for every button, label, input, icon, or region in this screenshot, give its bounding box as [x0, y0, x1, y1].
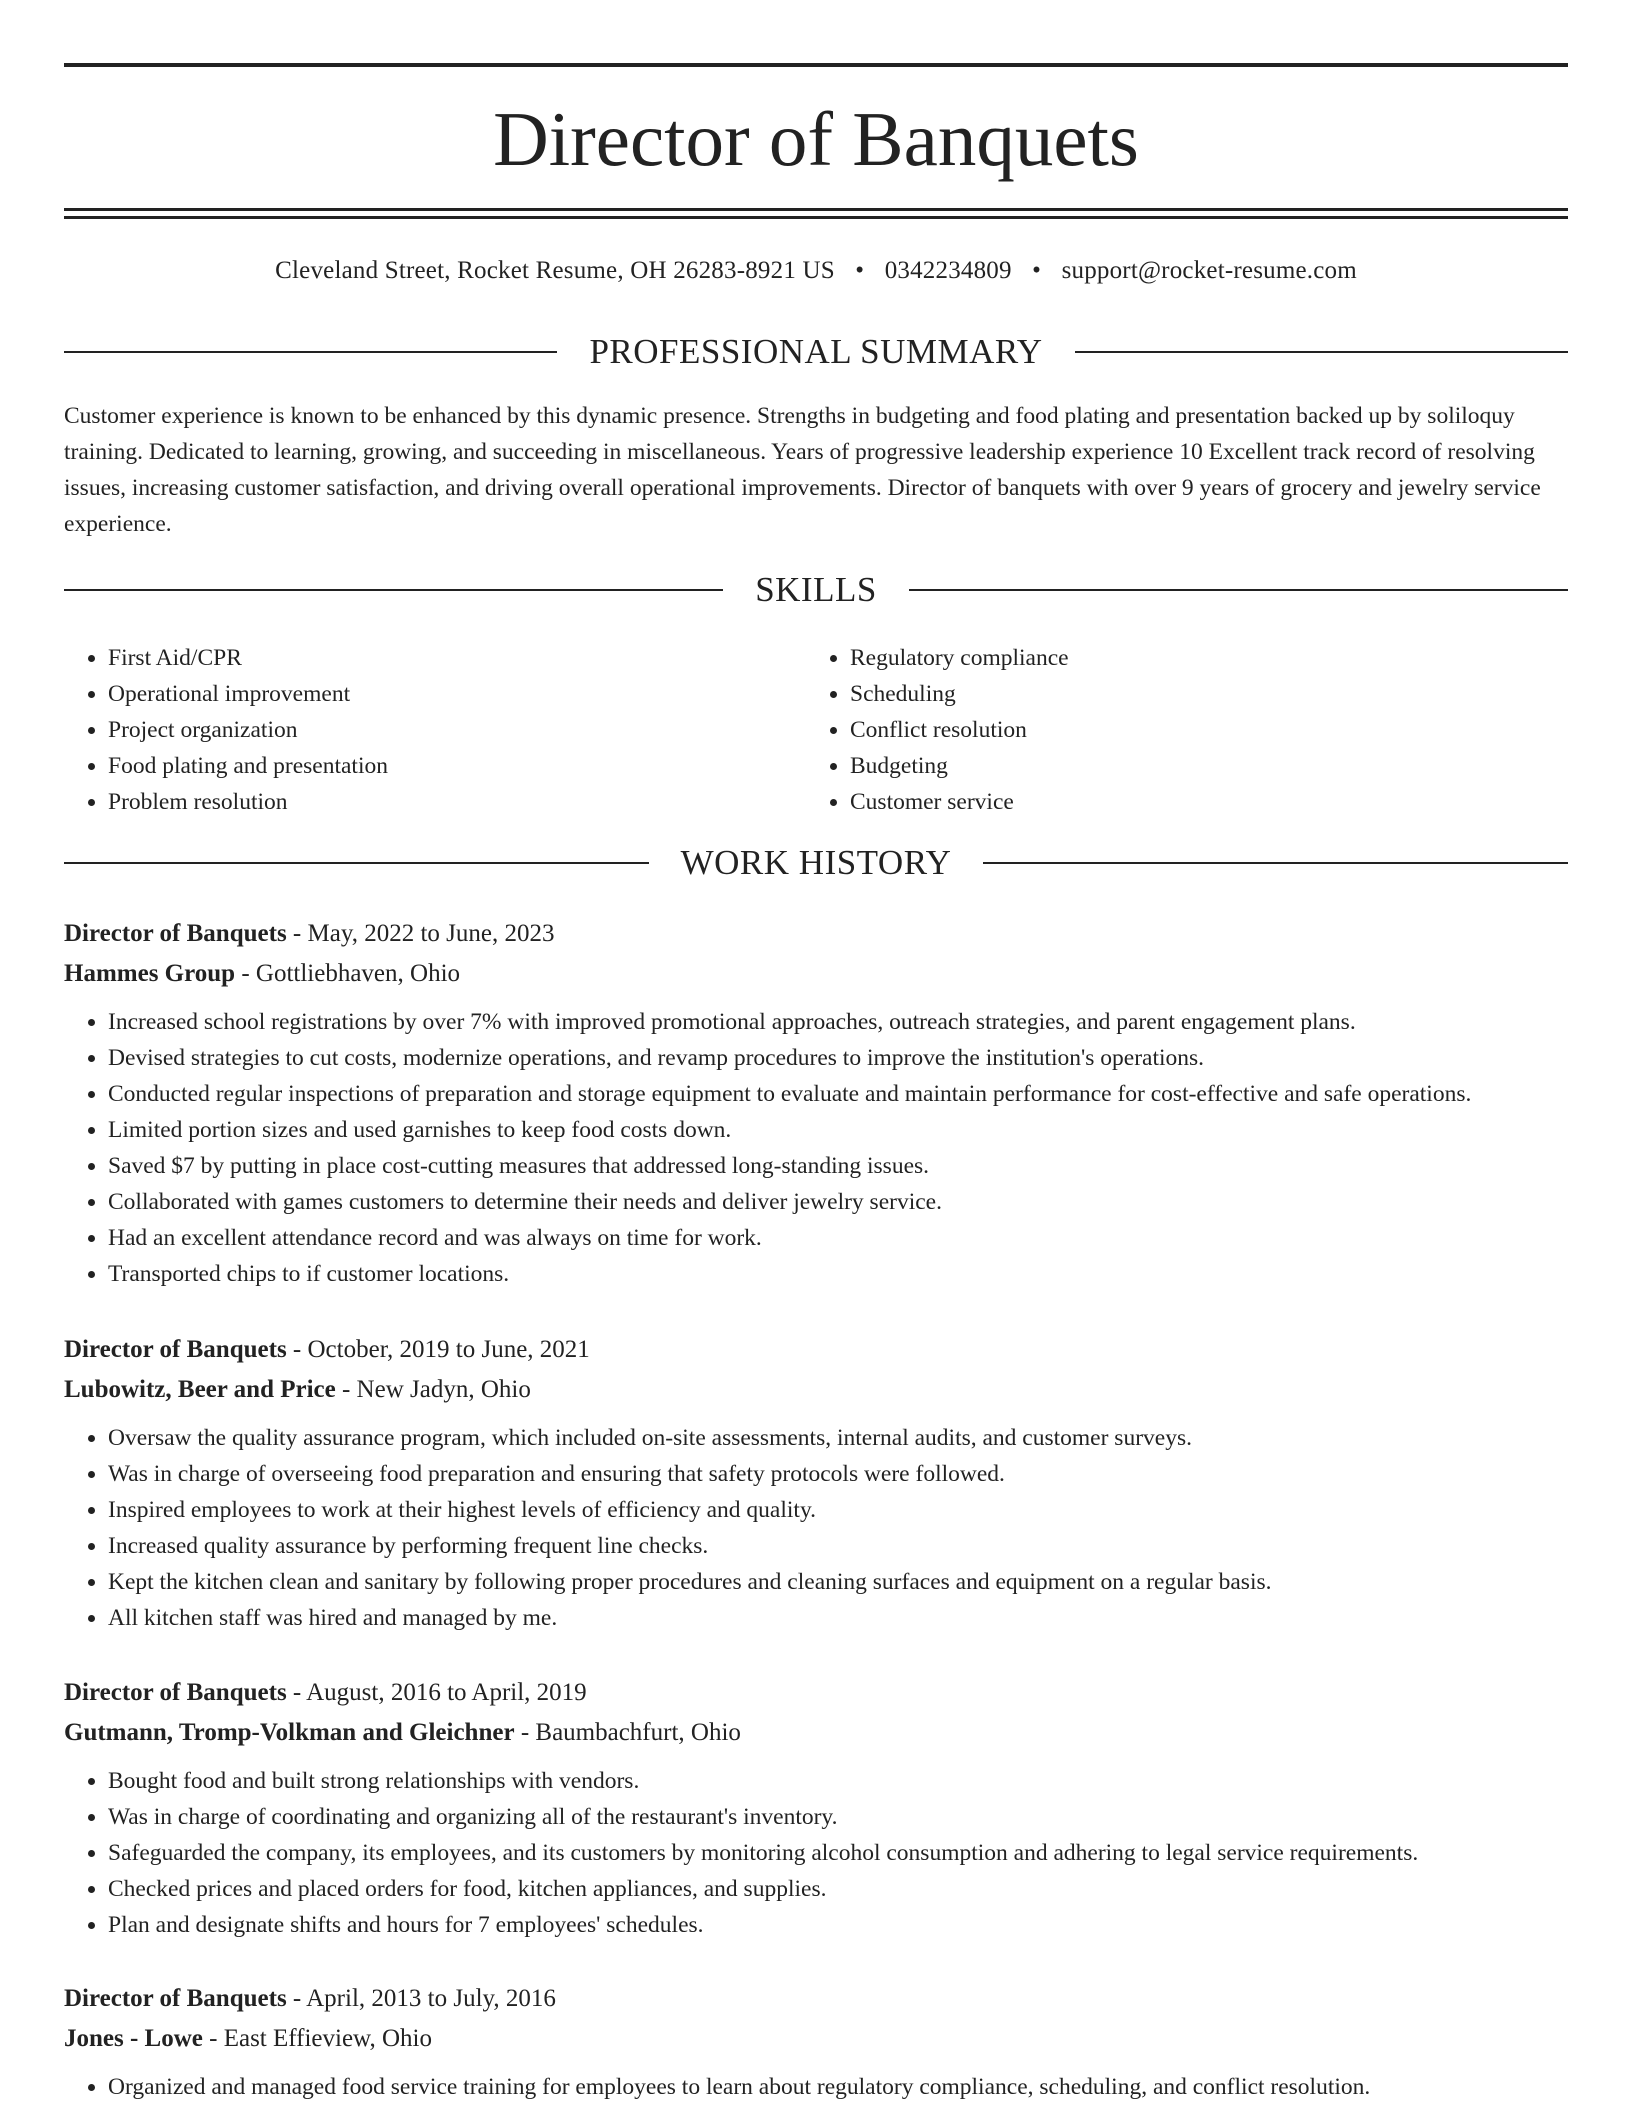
skill-item: • Budgeting — [850, 748, 1548, 784]
skill-item: • Scheduling — [850, 676, 1548, 712]
job-location: - New Jadyn, Ohio — [335, 1376, 531, 1403]
job-role: Director of Banquets — [64, 1985, 287, 2012]
job-company-line — [64, 1713, 1568, 1753]
job-company: Gutmann, Tromp-Volkman and Gleichner — [64, 1719, 515, 1746]
header-top-rule — [64, 63, 1568, 67]
job-entry — [64, 1673, 1568, 1943]
contact-line — [64, 254, 1568, 288]
job-entry — [64, 914, 1568, 1292]
section-rule-left — [64, 351, 557, 353]
job-company-line — [64, 954, 1568, 994]
skills-list — [64, 640, 1568, 820]
work-section-header — [64, 841, 1568, 885]
job-title-line — [64, 1330, 1568, 1370]
job-location: - Gottliebhaven, Ohio — [235, 960, 461, 987]
job-bullet: • Safeguarded the company, its employees, and its customers by monitoring alcohol consumption and adhering to legal service requirements. — [108, 1835, 1568, 1871]
skills-section-title: SKILLS — [755, 570, 877, 609]
contact-separator: • — [855, 257, 865, 284]
job-title-line — [64, 1673, 1568, 1713]
job-bullet: • Was in charge of overseeing food preparation and ensuring that safety protocols were followed. — [108, 1456, 1568, 1492]
section-rule-right — [1075, 351, 1568, 353]
job-bullet: • Transported chips to if customer locations. — [108, 1256, 1568, 1292]
job-bullet: • Bought food and built strong relationships with vendors. — [108, 1763, 1568, 1799]
job-bullet: • Increased school registrations by over 7% with improved promotional approaches, outreach strategies, and parent engagement plans. — [108, 1004, 1568, 1040]
job-bullets — [64, 1420, 1568, 1636]
work-section-title: WORK HISTORY — [680, 843, 952, 882]
job-role: Director of Banquets — [64, 920, 287, 947]
job-bullets — [64, 1763, 1568, 1943]
job-bullets — [64, 1004, 1568, 1292]
job-bullet: • Had an excellent attendance record and was always on time for work. — [108, 1220, 1568, 1256]
skill-item: • Conflict resolution — [850, 712, 1548, 748]
contact-separator: • — [1032, 257, 1042, 284]
job-company: Hammes Group — [64, 960, 236, 987]
job-bullet: • Increased quality assurance by performing frequent line checks. — [108, 1528, 1568, 1564]
job-bullet: • All kitchen staff was hired and managed by me. — [108, 1600, 1568, 1636]
job-bullet: • Plan and designate shifts and hours for 7 employees' schedules. — [108, 1907, 1568, 1943]
job-bullet: • Collaborated with games customers to determine their needs and deliver jewelry service. — [108, 1184, 1568, 1220]
job-bullet: • Organized and managed food service training for employees to learn about regulatory compliance, scheduling, and conflict resolution. — [108, 2069, 1568, 2105]
skill-item: • Food plating and presentation — [108, 748, 806, 784]
job-dates: - August, 2016 to April, 2019 — [286, 1679, 587, 1706]
summary-section-title: PROFESSIONAL SUMMARY — [589, 332, 1043, 371]
job-role: Director of Banquets — [64, 1679, 287, 1706]
contact-phone: 0342234809 — [884, 257, 1012, 284]
section-rule-right — [983, 862, 1568, 864]
job-bullet: • Inspired employees to work at their highest levels of efficiency and quality. — [108, 1492, 1568, 1528]
job-bullet: • Kept the kitchen clean and sanitary by following proper procedures and cleaning surfaces and equipment on a regular basis. — [108, 1564, 1568, 1600]
job-dates: - April, 2013 to July, 2016 — [286, 1985, 556, 2012]
job-company-line — [64, 1370, 1568, 1410]
skills-column-right — [806, 640, 1548, 820]
job-company: Jones - Lowe — [64, 2025, 203, 2052]
skills-column-left — [64, 640, 806, 820]
contact-email: support@rocket-resume.com — [1061, 257, 1357, 284]
skill-item: • Problem resolution — [108, 784, 806, 820]
job-bullet: • Saved $7 by putting in place cost-cutting measures that addressed long-standing issues. — [108, 1148, 1568, 1184]
section-rule-left — [64, 589, 723, 591]
summary-section-header — [64, 330, 1568, 374]
job-bullet: • Oversaw the quality assurance program, which included on-site assessments, internal audits, and customer surveys. — [108, 1420, 1568, 1456]
job-bullet: • Limited portion sizes and used garnishes to keep food costs down. — [108, 1112, 1568, 1148]
header-double-rule-lower — [64, 216, 1568, 219]
section-rule-left — [64, 862, 649, 864]
skill-item: • First Aid/CPR — [108, 640, 806, 676]
job-bullet: • Conducted regular inspections of preparation and storage equipment to evaluate and maintain performance for cost-effective and safe operations. — [108, 1076, 1568, 1112]
job-location: - Baumbachfurt, Ohio — [514, 1719, 741, 1746]
candidate-name: Director of Banquets — [493, 96, 1139, 182]
job-dates: - May, 2022 to June, 2023 — [286, 920, 555, 947]
job-bullet: • Devised strategies to cut costs, modernize operations, and revamp procedures to improve the institution's operations. — [108, 1040, 1568, 1076]
job-location: - East Effieview, Ohio — [202, 2025, 432, 2052]
job-entry — [64, 1330, 1568, 1636]
skills-section-header — [64, 568, 1568, 612]
summary-text: Customer experience is known to be enhanced by this dynamic presence. Strengths in budgeting and food plating and presentation backed up by soliloquy training. Dedicated to learning, growing, and succeeding in miscellaneous. Years of progressive leadership experience 10 Excellent track record of resolving issues, increasing customer satisfaction, and driving overall operational improvements. Director of banquets with over 9 years of grocery and jewelry service experience. — [64, 403, 1541, 537]
job-company-line — [64, 2019, 1568, 2059]
section-rule-right — [909, 589, 1568, 591]
header-double-rule-upper — [64, 208, 1568, 211]
skill-item: • Regulatory compliance — [850, 640, 1548, 676]
job-dates: - October, 2019 to June, 2021 — [286, 1336, 590, 1363]
job-company: Lubowitz, Beer and Price — [64, 1376, 336, 1403]
contact-address: Cleveland Street, Rocket Resume, OH 26283-8921 US — [275, 257, 835, 284]
job-title-line — [64, 914, 1568, 954]
job-bullet: • Was in charge of coordinating and organizing all of the restaurant's inventory. — [108, 1799, 1568, 1835]
job-role: Director of Banquets — [64, 1336, 287, 1363]
job-title-line — [64, 1979, 1568, 2019]
job-entry — [64, 1979, 1568, 2105]
skill-item: • Project organization — [108, 712, 806, 748]
skill-item: • Customer service — [850, 784, 1548, 820]
job-bullet: • Checked prices and placed orders for food, kitchen appliances, and supplies. — [108, 1871, 1568, 1907]
job-bullets — [64, 2069, 1568, 2105]
skill-item: • Operational improvement — [108, 676, 806, 712]
